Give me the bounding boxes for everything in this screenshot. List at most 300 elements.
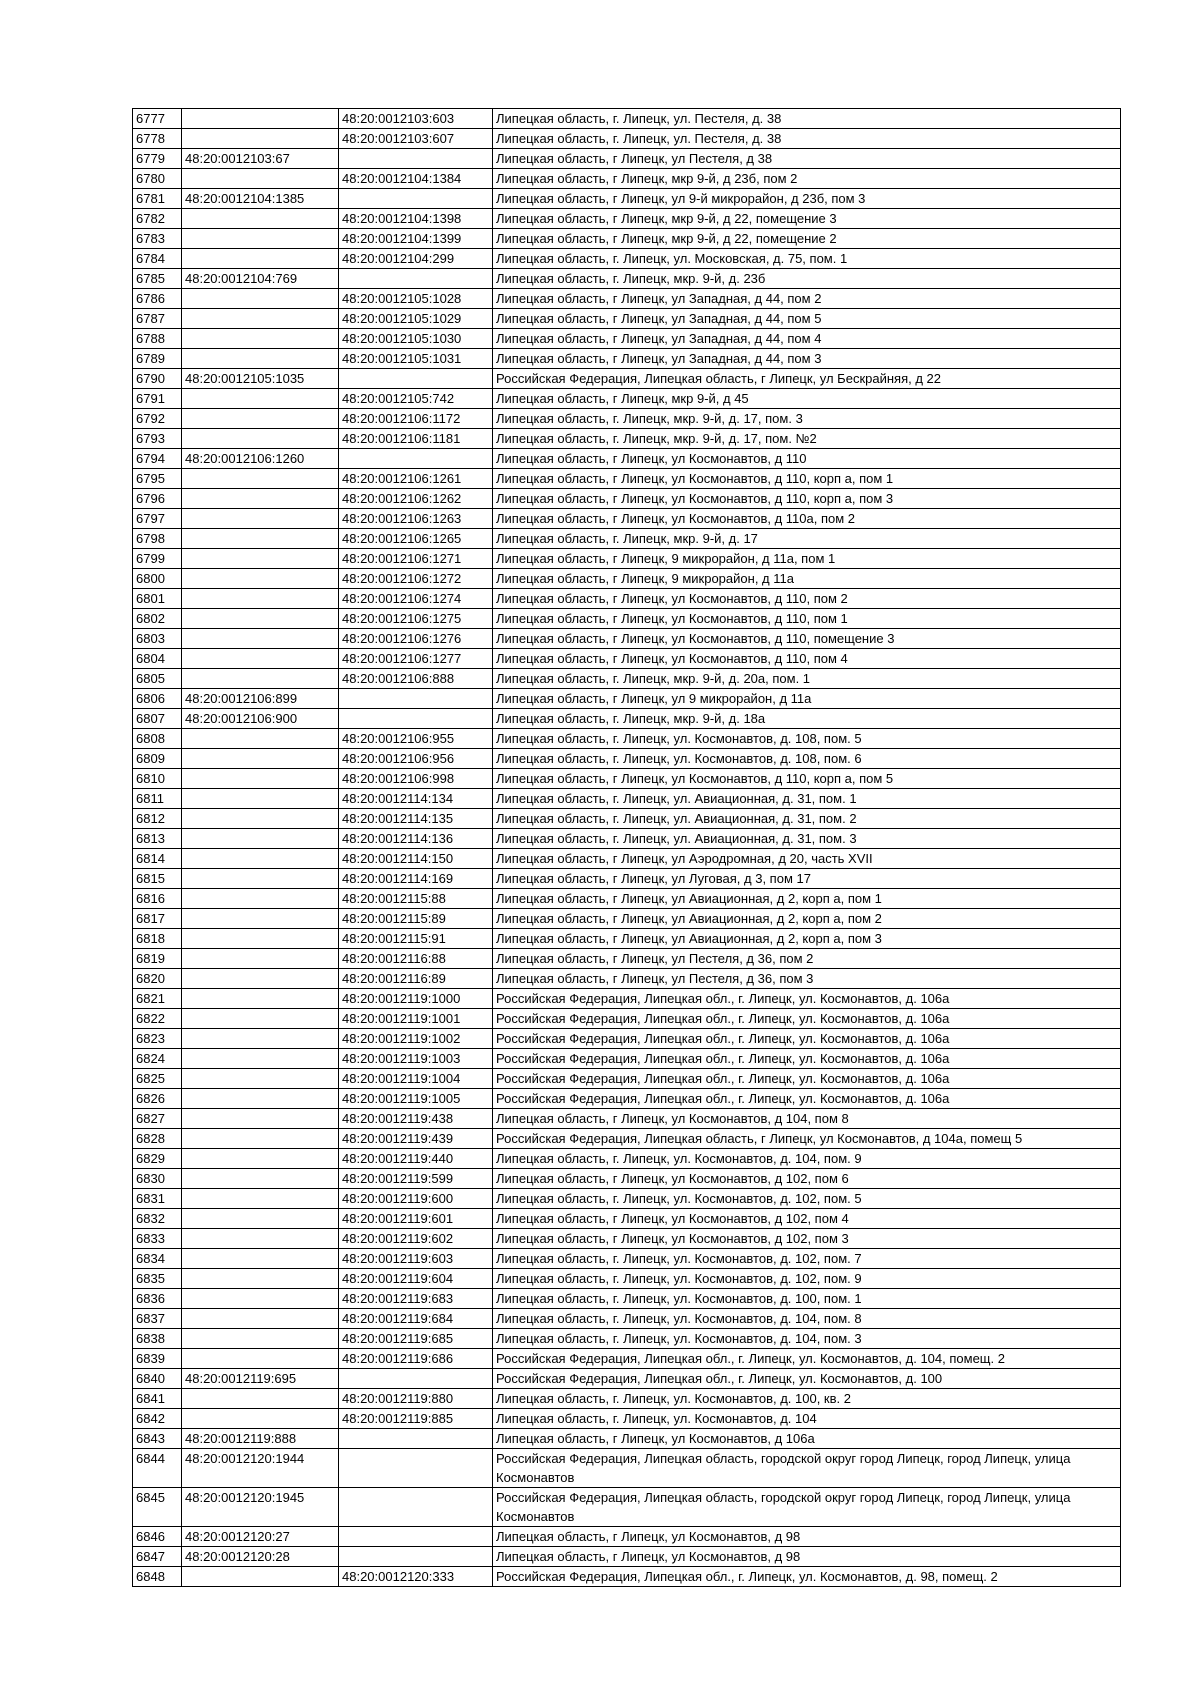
object-cadastral-number-cell: 48:20:0012103:603: [339, 109, 493, 129]
land-cadastral-number-cell: [182, 1089, 339, 1109]
table-row: [133, 1349, 1121, 1369]
land-cadastral-number-cell: [182, 1129, 339, 1149]
address-cell: Липецкая область, г Липецк, ул Космонавтов, д 98: [493, 1527, 1121, 1547]
object-cadastral-number-cell: 48:20:0012114:150: [339, 849, 493, 869]
table-row: [133, 1429, 1121, 1449]
land-cadastral-number-cell: [182, 989, 339, 1009]
address-cell: Липецкая область, г. Липецк, ул. Пестеля, д. 38: [493, 109, 1121, 129]
address-cell: Липецкая область, г Липецк, ул 9-й микрорайон, д 23б, пом 3: [493, 189, 1121, 209]
address-cell: Липецкая область, г. Липецк, ул. Авиационная, д. 31, пом. 2: [493, 809, 1121, 829]
address-cell: Липецкая область, г Липецк, ул Западная, д 44, пом 4: [493, 329, 1121, 349]
table-row: [133, 1049, 1121, 1069]
address-cell: Липецкая область, г Липецк, ул Авиационная, д 2, корп а, пом 3: [493, 929, 1121, 949]
address-cell: Липецкая область, г. Липецк, мкр. 9-й, д. 20а, пом. 1: [493, 669, 1121, 689]
table-row: [133, 529, 1121, 549]
land-cadastral-number-cell: [182, 609, 339, 629]
table-row: [133, 1229, 1121, 1249]
row-number-cell: 6813: [133, 829, 182, 849]
address-cell: Липецкая область, г Липецк, ул Космонавтов, д 102, пом 4: [493, 1209, 1121, 1229]
land-cadastral-number-cell: [182, 869, 339, 889]
row-number-cell: 6794: [133, 449, 182, 469]
table-row: [133, 229, 1121, 249]
address-cell: Липецкая область, г. Липецк, ул. Московская, д. 75, пом. 1: [493, 249, 1121, 269]
row-number-cell: 6800: [133, 569, 182, 589]
address-cell: Липецкая область, г. Липецк, ул. Космонавтов, д. 108, пом. 5: [493, 729, 1121, 749]
row-number-cell: 6825: [133, 1069, 182, 1089]
land-cadastral-number-cell: 48:20:0012120:1945: [182, 1488, 339, 1527]
table-row: [133, 689, 1121, 709]
object-cadastral-number-cell: 48:20:0012106:1261: [339, 469, 493, 489]
row-number-cell: 6826: [133, 1089, 182, 1109]
address-cell: Липецкая область, г. Липецк, ул. Космонавтов, д. 102, пом. 7: [493, 1249, 1121, 1269]
object-cadastral-number-cell: 48:20:0012115:88: [339, 889, 493, 909]
land-cadastral-number-cell: [182, 589, 339, 609]
object-cadastral-number-cell: 48:20:0012119:601: [339, 1209, 493, 1229]
land-cadastral-number-cell: [182, 749, 339, 769]
table-row: [133, 1389, 1121, 1409]
registry-table: [132, 108, 1121, 1587]
address-cell: Липецкая область, г. Липецк, ул. Космонавтов, д. 104, пом. 9: [493, 1149, 1121, 1169]
land-cadastral-number-cell: [182, 169, 339, 189]
object-cadastral-number-cell: 48:20:0012105:1030: [339, 329, 493, 349]
address-cell: Липецкая область, г. Липецк, ул. Космонавтов, д. 104, пом. 3: [493, 1329, 1121, 1349]
land-cadastral-number-cell: [182, 129, 339, 149]
object-cadastral-number-cell: [339, 1429, 493, 1449]
table-row: [133, 189, 1121, 209]
table-row: [133, 669, 1121, 689]
table-row: [133, 469, 1121, 489]
land-cadastral-number-cell: [182, 669, 339, 689]
table-row: [133, 989, 1121, 1009]
row-number-cell: 6839: [133, 1349, 182, 1369]
row-number-cell: 6832: [133, 1209, 182, 1229]
row-number-cell: 6791: [133, 389, 182, 409]
address-cell: Липецкая область, г. Липецк, ул. Космонавтов, д. 102, пом. 5: [493, 1189, 1121, 1209]
address-cell: Российская Федерация, Липецкая обл., г. Липецк, ул. Космонавтов, д. 100: [493, 1369, 1121, 1389]
address-cell: Липецкая область, г. Липецк, ул. Авиационная, д. 31, пом. 3: [493, 829, 1121, 849]
table-row: [133, 1289, 1121, 1309]
row-number-cell: 6827: [133, 1109, 182, 1129]
land-cadastral-number-cell: [182, 1389, 339, 1409]
land-cadastral-number-cell: [182, 289, 339, 309]
address-cell: Липецкая область, г Липецк, ул Космонавтов, д 110, пом 1: [493, 609, 1121, 629]
row-number-cell: 6786: [133, 289, 182, 309]
row-number-cell: 6816: [133, 889, 182, 909]
row-number-cell: 6846: [133, 1527, 182, 1547]
row-number-cell: 6793: [133, 429, 182, 449]
object-cadastral-number-cell: 48:20:0012120:333: [339, 1567, 493, 1587]
table-row: [133, 1409, 1121, 1429]
object-cadastral-number-cell: 48:20:0012114:169: [339, 869, 493, 889]
table-row: [133, 889, 1121, 909]
row-number-cell: 6807: [133, 709, 182, 729]
row-number-cell: 6845: [133, 1488, 182, 1527]
address-cell: Липецкая область, г Липецк, мкр 9-й, д 22, помещение 3: [493, 209, 1121, 229]
address-cell: Липецкая область, г. Липецк, мкр. 9-й, д. 18а: [493, 709, 1121, 729]
object-cadastral-number-cell: 48:20:0012106:1263: [339, 509, 493, 529]
row-number-cell: 6806: [133, 689, 182, 709]
row-number-cell: 6796: [133, 489, 182, 509]
row-number-cell: 6828: [133, 1129, 182, 1149]
address-cell: Российская Федерация, Липецкая обл., г. Липецк, ул. Космонавтов, д. 106а: [493, 1069, 1121, 1089]
land-cadastral-number-cell: [182, 1209, 339, 1229]
row-number-cell: 6819: [133, 949, 182, 969]
object-cadastral-number-cell: 48:20:0012119:1003: [339, 1049, 493, 1069]
address-cell: Российская Федерация, Липецкая обл., г. Липецк, ул. Космонавтов, д. 106а: [493, 1089, 1121, 1109]
address-cell: Липецкая область, г Липецк, ул Космонавтов, д 110, корп а, пом 3: [493, 489, 1121, 509]
row-number-cell: 6784: [133, 249, 182, 269]
row-number-cell: 6838: [133, 1329, 182, 1349]
object-cadastral-number-cell: 48:20:0012106:1272: [339, 569, 493, 589]
land-cadastral-number-cell: [182, 469, 339, 489]
row-number-cell: 6788: [133, 329, 182, 349]
land-cadastral-number-cell: [182, 949, 339, 969]
object-cadastral-number-cell: 48:20:0012104:1384: [339, 169, 493, 189]
table-row: [133, 809, 1121, 829]
address-cell: Липецкая область, г. Липецк, ул. Космонавтов, д. 102, пом. 9: [493, 1269, 1121, 1289]
table-row: [133, 849, 1121, 869]
address-cell: Липецкая область, г Липецк, ул Космонавтов, д 110: [493, 449, 1121, 469]
object-cadastral-number-cell: 48:20:0012105:742: [339, 389, 493, 409]
row-number-cell: 6803: [133, 629, 182, 649]
address-cell: Липецкая область, г Липецк, ул Пестеля, д 36, пом 3: [493, 969, 1121, 989]
land-cadastral-number-cell: 48:20:0012120:1944: [182, 1449, 339, 1488]
row-number-cell: 6817: [133, 909, 182, 929]
land-cadastral-number-cell: [182, 349, 339, 369]
object-cadastral-number-cell: 48:20:0012119:1005: [339, 1089, 493, 1109]
object-cadastral-number-cell: 48:20:0012104:1399: [339, 229, 493, 249]
address-cell: Российская Федерация, Липецкая область, городской округ город Липецк, город Липецк, улица Космонавтов: [493, 1449, 1121, 1488]
land-cadastral-number-cell: [182, 1289, 339, 1309]
object-cadastral-number-cell: 48:20:0012106:955: [339, 729, 493, 749]
object-cadastral-number-cell: [339, 1488, 493, 1527]
object-cadastral-number-cell: 48:20:0012104:1398: [339, 209, 493, 229]
object-cadastral-number-cell: 48:20:0012106:1276: [339, 629, 493, 649]
land-cadastral-number-cell: [182, 389, 339, 409]
row-number-cell: 6785: [133, 269, 182, 289]
land-cadastral-number-cell: 48:20:0012103:67: [182, 149, 339, 169]
row-number-cell: 6824: [133, 1049, 182, 1069]
object-cadastral-number-cell: [339, 189, 493, 209]
object-cadastral-number-cell: [339, 1369, 493, 1389]
object-cadastral-number-cell: 48:20:0012119:599: [339, 1169, 493, 1189]
land-cadastral-number-cell: [182, 1409, 339, 1429]
object-cadastral-number-cell: [339, 1449, 493, 1488]
land-cadastral-number-cell: [182, 329, 339, 349]
table-row: [133, 1309, 1121, 1329]
address-cell: Липецкая область, г Липецк, ул Аэродромная, д 20, часть XVII: [493, 849, 1121, 869]
land-cadastral-number-cell: [182, 1149, 339, 1169]
object-cadastral-number-cell: 48:20:0012106:1181: [339, 429, 493, 449]
table-row: [133, 1069, 1121, 1089]
row-number-cell: 6834: [133, 1249, 182, 1269]
table-row: [133, 1329, 1121, 1349]
table-row: [133, 329, 1121, 349]
address-cell: Российская Федерация, Липецкая обл., г. Липецк, ул. Космонавтов, д. 106а: [493, 1029, 1121, 1049]
address-cell: Липецкая область, г. Липецк, ул. Космонавтов, д. 100, пом. 1: [493, 1289, 1121, 1309]
land-cadastral-number-cell: [182, 889, 339, 909]
land-cadastral-number-cell: [182, 829, 339, 849]
table-row: [133, 609, 1121, 629]
object-cadastral-number-cell: 48:20:0012119:440: [339, 1149, 493, 1169]
row-number-cell: 6795: [133, 469, 182, 489]
address-cell: Липецкая область, г Липецк, ул Пестеля, д 38: [493, 149, 1121, 169]
object-cadastral-number-cell: 48:20:0012106:888: [339, 669, 493, 689]
table-row: [133, 1567, 1121, 1587]
row-number-cell: 6820: [133, 969, 182, 989]
object-cadastral-number-cell: 48:20:0012119:1004: [339, 1069, 493, 1089]
object-cadastral-number-cell: 48:20:0012106:1262: [339, 489, 493, 509]
table-row: [133, 1249, 1121, 1269]
table-row: [133, 349, 1121, 369]
land-cadastral-number-cell: [182, 849, 339, 869]
land-cadastral-number-cell: [182, 569, 339, 589]
address-cell: Липецкая область, г Липецк, ул Западная, д 44, пом 5: [493, 309, 1121, 329]
address-cell: Липецкая область, г Липецк, ул Космонавтов, д 102, пом 3: [493, 1229, 1121, 1249]
object-cadastral-number-cell: 48:20:0012119:600: [339, 1189, 493, 1209]
table-row: [133, 289, 1121, 309]
land-cadastral-number-cell: [182, 429, 339, 449]
row-number-cell: 6779: [133, 149, 182, 169]
address-cell: Липецкая область, г. Липецк, ул. Космонавтов, д. 108, пом. 6: [493, 749, 1121, 769]
table-row: [133, 169, 1121, 189]
object-cadastral-number-cell: 48:20:0012106:1172: [339, 409, 493, 429]
land-cadastral-number-cell: [182, 529, 339, 549]
land-cadastral-number-cell: [182, 209, 339, 229]
object-cadastral-number-cell: 48:20:0012119:604: [339, 1269, 493, 1289]
address-cell: Липецкая область, г. Липецк, мкр. 9-й, д. 17: [493, 529, 1121, 549]
table-row: [133, 909, 1121, 929]
address-cell: Липецкая область, г Липецк, ул 9 микрорайон, д 11а: [493, 689, 1121, 709]
land-cadastral-number-cell: [182, 549, 339, 569]
row-number-cell: 6783: [133, 229, 182, 249]
row-number-cell: 6844: [133, 1449, 182, 1488]
row-number-cell: 6798: [133, 529, 182, 549]
table-row: [133, 429, 1121, 449]
land-cadastral-number-cell: [182, 929, 339, 949]
row-number-cell: 6833: [133, 1229, 182, 1249]
row-number-cell: 6840: [133, 1369, 182, 1389]
row-number-cell: 6823: [133, 1029, 182, 1049]
land-cadastral-number-cell: [182, 1169, 339, 1189]
object-cadastral-number-cell: 48:20:0012119:683: [339, 1289, 493, 1309]
table-row: [133, 1369, 1121, 1389]
address-cell: Липецкая область, г Липецк, ул Авиационная, д 2, корп а, пом 2: [493, 909, 1121, 929]
object-cadastral-number-cell: 48:20:0012116:88: [339, 949, 493, 969]
object-cadastral-number-cell: [339, 269, 493, 289]
land-cadastral-number-cell: [182, 629, 339, 649]
object-cadastral-number-cell: [339, 1527, 493, 1547]
address-cell: Липецкая область, г. Липецк, ул. Космонавтов, д. 104, пом. 8: [493, 1309, 1121, 1329]
row-number-cell: 6810: [133, 769, 182, 789]
object-cadastral-number-cell: 48:20:0012106:1277: [339, 649, 493, 669]
address-cell: Российская Федерация, Липецкая обл., г. Липецк, ул. Космонавтов, д. 106а: [493, 1049, 1121, 1069]
object-cadastral-number-cell: 48:20:0012105:1028: [339, 289, 493, 309]
land-cadastral-number-cell: 48:20:0012106:899: [182, 689, 339, 709]
land-cadastral-number-cell: [182, 1309, 339, 1329]
table-row: [133, 209, 1121, 229]
land-cadastral-number-cell: [182, 729, 339, 749]
table-row: [133, 129, 1121, 149]
table-row: [133, 1149, 1121, 1169]
object-cadastral-number-cell: 48:20:0012106:1275: [339, 609, 493, 629]
table-row: [133, 709, 1121, 729]
row-number-cell: 6782: [133, 209, 182, 229]
object-cadastral-number-cell: 48:20:0012119:684: [339, 1309, 493, 1329]
address-cell: Липецкая область, г. Липецк, мкр. 9-й, д. 17, пом. 3: [493, 409, 1121, 429]
object-cadastral-number-cell: 48:20:0012106:998: [339, 769, 493, 789]
object-cadastral-number-cell: 48:20:0012119:880: [339, 1389, 493, 1409]
land-cadastral-number-cell: [182, 789, 339, 809]
address-cell: Липецкая область, г. Липецк, ул. Авиационная, д. 31, пом. 1: [493, 789, 1121, 809]
object-cadastral-number-cell: 48:20:0012104:299: [339, 249, 493, 269]
land-cadastral-number-cell: 48:20:0012120:27: [182, 1527, 339, 1547]
land-cadastral-number-cell: [182, 1229, 339, 1249]
address-cell: Липецкая область, г Липецк, ул Пестеля, д 36, пом 2: [493, 949, 1121, 969]
address-cell: Липецкая область, г Липецк, ул Космонавтов, д 110, пом 2: [493, 589, 1121, 609]
row-number-cell: 6778: [133, 129, 182, 149]
row-number-cell: 6789: [133, 349, 182, 369]
land-cadastral-number-cell: [182, 1349, 339, 1369]
address-cell: Российская Федерация, Липецкая обл., г. Липецк, ул. Космонавтов, д. 104, помещ. 2: [493, 1349, 1121, 1369]
table-row: [133, 449, 1121, 469]
row-number-cell: 6799: [133, 549, 182, 569]
row-number-cell: 6842: [133, 1409, 182, 1429]
land-cadastral-number-cell: [182, 969, 339, 989]
row-number-cell: 6815: [133, 869, 182, 889]
row-number-cell: 6843: [133, 1429, 182, 1449]
table-row: [133, 309, 1121, 329]
table-row: [133, 649, 1121, 669]
land-cadastral-number-cell: 48:20:0012120:28: [182, 1547, 339, 1567]
object-cadastral-number-cell: 48:20:0012106:1265: [339, 529, 493, 549]
row-number-cell: 6830: [133, 1169, 182, 1189]
row-number-cell: 6792: [133, 409, 182, 429]
table-row: [133, 629, 1121, 649]
table-row: [133, 749, 1121, 769]
table-row: [133, 1449, 1121, 1488]
address-cell: Липецкая область, г Липецк, ул Космонавтов, д 98: [493, 1547, 1121, 1567]
row-number-cell: 6781: [133, 189, 182, 209]
object-cadastral-number-cell: 48:20:0012116:89: [339, 969, 493, 989]
object-cadastral-number-cell: 48:20:0012119:885: [339, 1409, 493, 1429]
object-cadastral-number-cell: 48:20:0012103:607: [339, 129, 493, 149]
address-cell: Липецкая область, г Липецк, ул Авиационная, д 2, корп а, пом 1: [493, 889, 1121, 909]
table-row: [133, 1129, 1121, 1149]
land-cadastral-number-cell: [182, 1249, 339, 1269]
land-cadastral-number-cell: 48:20:0012119:888: [182, 1429, 339, 1449]
land-cadastral-number-cell: 48:20:0012119:695: [182, 1369, 339, 1389]
land-cadastral-number-cell: [182, 1189, 339, 1209]
land-cadastral-number-cell: [182, 1009, 339, 1029]
table-row: [133, 1547, 1121, 1567]
table-row: [133, 489, 1121, 509]
land-cadastral-number-cell: [182, 409, 339, 429]
table-row: [133, 409, 1121, 429]
object-cadastral-number-cell: 48:20:0012115:91: [339, 929, 493, 949]
row-number-cell: 6801: [133, 589, 182, 609]
address-cell: Липецкая область, г Липецк, ул Космонавтов, д 106а: [493, 1429, 1121, 1449]
land-cadastral-number-cell: [182, 109, 339, 129]
address-cell: Липецкая область, г Липецк, мкр 9-й, д 22, помещение 2: [493, 229, 1121, 249]
address-cell: Липецкая область, г Липецк, ул Космонавтов, д 110, корп а, пом 1: [493, 469, 1121, 489]
row-number-cell: 6836: [133, 1289, 182, 1309]
table-row: [133, 569, 1121, 589]
object-cadastral-number-cell: 48:20:0012119:686: [339, 1349, 493, 1369]
row-number-cell: 6837: [133, 1309, 182, 1329]
object-cadastral-number-cell: 48:20:0012115:89: [339, 909, 493, 929]
land-cadastral-number-cell: [182, 909, 339, 929]
land-cadastral-number-cell: 48:20:0012104:1385: [182, 189, 339, 209]
address-cell: Липецкая область, г Липецк, ул Космонавтов, д 110, пом 4: [493, 649, 1121, 669]
row-number-cell: 6847: [133, 1547, 182, 1567]
object-cadastral-number-cell: 48:20:0012119:603: [339, 1249, 493, 1269]
land-cadastral-number-cell: [182, 809, 339, 829]
table-row: [133, 869, 1121, 889]
address-cell: Липецкая область, г Липецк, мкр 9-й, д 45: [493, 389, 1121, 409]
object-cadastral-number-cell: 48:20:0012106:1274: [339, 589, 493, 609]
land-cadastral-number-cell: [182, 1049, 339, 1069]
object-cadastral-number-cell: 48:20:0012105:1031: [339, 349, 493, 369]
row-number-cell: 6790: [133, 369, 182, 389]
land-cadastral-number-cell: [182, 649, 339, 669]
object-cadastral-number-cell: [339, 689, 493, 709]
table-row: [133, 729, 1121, 749]
address-cell: Липецкая область, г Липецк, ул Космонавтов, д 104, пом 8: [493, 1109, 1121, 1129]
land-cadastral-number-cell: [182, 1269, 339, 1289]
address-cell: Российская Федерация, Липецкая область, г Липецк, ул Космонавтов, д 104а, помещ 5: [493, 1129, 1121, 1149]
address-cell: Липецкая область, г Липецк, ул Западная, д 44, пом 3: [493, 349, 1121, 369]
table-row: [133, 949, 1121, 969]
registry-table-body: [133, 109, 1121, 1587]
land-cadastral-number-cell: [182, 509, 339, 529]
object-cadastral-number-cell: 48:20:0012119:602: [339, 1229, 493, 1249]
table-row: [133, 109, 1121, 129]
row-number-cell: 6787: [133, 309, 182, 329]
row-number-cell: 6805: [133, 669, 182, 689]
object-cadastral-number-cell: [339, 449, 493, 469]
row-number-cell: 6809: [133, 749, 182, 769]
address-cell: Липецкая область, г Липецк, ул Космонавтов, д 110, помещение 3: [493, 629, 1121, 649]
table-row: [133, 549, 1121, 569]
table-row: [133, 969, 1121, 989]
land-cadastral-number-cell: [182, 1329, 339, 1349]
row-number-cell: 6818: [133, 929, 182, 949]
object-cadastral-number-cell: [339, 149, 493, 169]
object-cadastral-number-cell: 48:20:0012106:1271: [339, 549, 493, 569]
row-number-cell: 6829: [133, 1149, 182, 1169]
address-cell: Липецкая область, г Липецк, ул Луговая, д 3, пом 17: [493, 869, 1121, 889]
address-cell: Липецкая область, г. Липецк, ул. Космонавтов, д. 100, кв. 2: [493, 1389, 1121, 1409]
address-cell: Российская Федерация, Липецкая область, г Липецк, ул Бескрайняя, д 22: [493, 369, 1121, 389]
row-number-cell: 6802: [133, 609, 182, 629]
object-cadastral-number-cell: 48:20:0012119:1000: [339, 989, 493, 1009]
table-row: [133, 369, 1121, 389]
table-row: [133, 149, 1121, 169]
object-cadastral-number-cell: 48:20:0012119:1002: [339, 1029, 493, 1049]
table-row: [133, 589, 1121, 609]
row-number-cell: 6811: [133, 789, 182, 809]
row-number-cell: 6814: [133, 849, 182, 869]
address-cell: Липецкая область, г. Липецк, мкр. 9-й, д. 23б: [493, 269, 1121, 289]
address-cell: Липецкая область, г. Липецк, ул. Космонавтов, д. 104: [493, 1409, 1121, 1429]
table-row: [133, 1089, 1121, 1109]
address-cell: Липецкая область, г Липецк, ул Космонавтов, д 110, корп а, пом 5: [493, 769, 1121, 789]
address-cell: Липецкая область, г Липецк, ул Западная, д 44, пом 2: [493, 289, 1121, 309]
table-row: [133, 1527, 1121, 1547]
land-cadastral-number-cell: [182, 1109, 339, 1129]
object-cadastral-number-cell: 48:20:0012119:438: [339, 1109, 493, 1129]
